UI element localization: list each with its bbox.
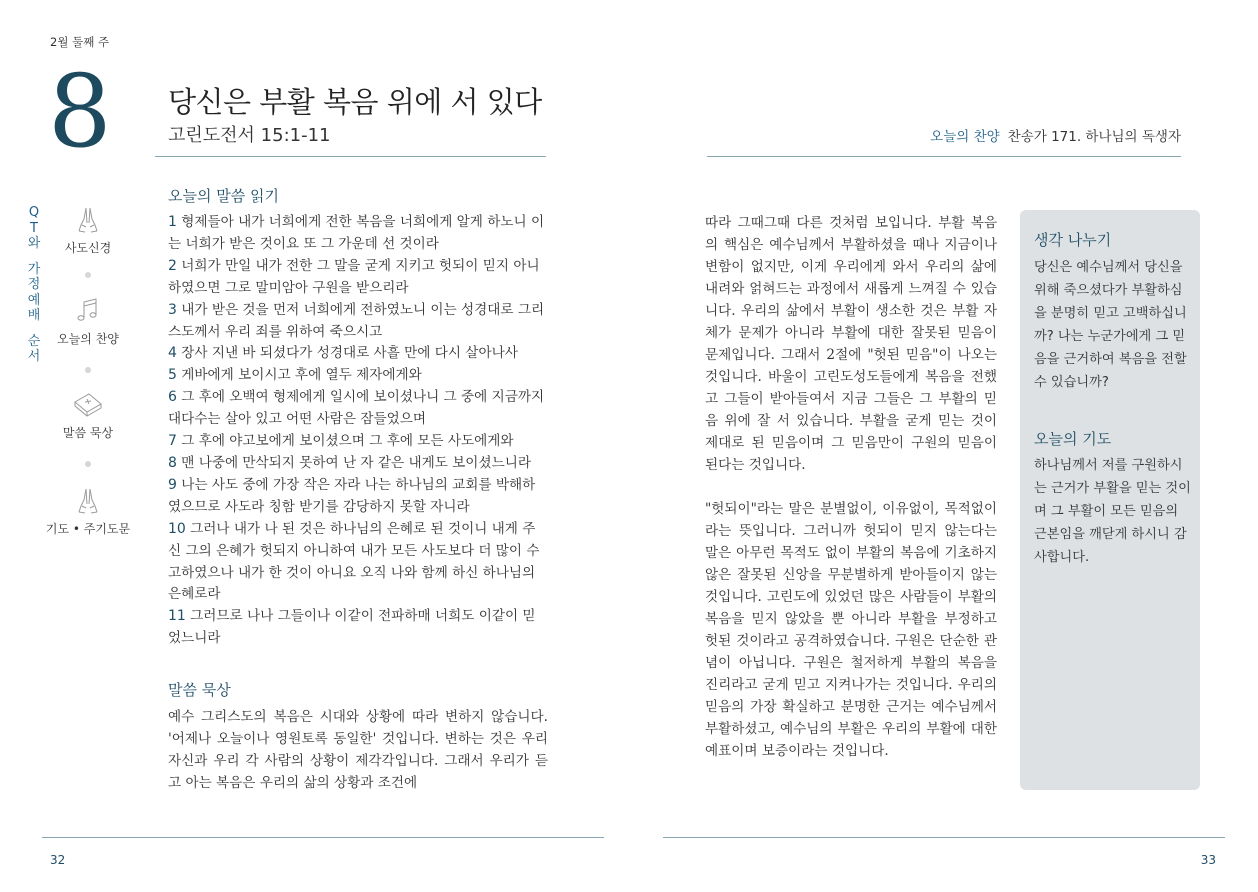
verse-number: 5 <box>168 367 177 384</box>
page-number-left: 32 <box>50 853 66 867</box>
hymn-value: 찬송가 171. 하나님의 독생자 <box>1007 129 1181 145</box>
verse <box>168 387 548 431</box>
verse-number: 11 <box>168 608 186 625</box>
step-divider-dot <box>85 367 91 373</box>
verse-list <box>168 212 548 650</box>
vtitle-char: 와 <box>27 236 41 251</box>
meditation-paragraph: 따라 그때그때 다른 것처럼 보입니다. 부활 복음의 핵심은 예수님께서 부활하셨을 때나 지금이나 변함이 없지만, 이게 우리에게 와서 우리의 삶에 내려와 얽혀드는 과정에서 새롭게 느껴질 수 있습니다. 우리의 삶에서 부활이 생소한 것은 부활 자체가 문제가 아니라 부활에 대한 잘못된 믿음이 문제입니다. 그래서 2절에 "헛된 믿음"이 나오는 것입니다. 바울이 고린도성도들에게 복음을 전했고 그들이 받아들여서 지금 그들은 그 부활의 믿음 위에 잘 서 있습니다. 부활을 굳게 믿는 것이 제대로 된 믿음이며 그 믿음만이 구원의 믿음이 된다는 것입니다. <box>705 215 997 473</box>
vtitle-gap <box>26 252 42 262</box>
verse-text: 그 후에 야고보에게 보이셨으며 그 후에 모든 사도에게와 <box>176 433 514 450</box>
verse <box>168 431 548 453</box>
header-rule-right <box>707 156 1181 157</box>
verse <box>168 519 548 607</box>
verse-number: 6 <box>168 389 177 406</box>
verse-text: 내가 받은 것을 먼저 너희에게 전하였노니 이는 성경대로 그리스도께서 우리 죄를 위하여 죽으시고 <box>168 301 545 340</box>
verse-text: 장사 지낸 바 되셨다가 성경대로 사흘 만에 다시 살아나사 <box>176 345 518 362</box>
page-number-right: 33 <box>1200 853 1216 867</box>
verse-text: 맨 나중에 만삭되지 못하여 난 자 같은 내게도 보이셨느니라 <box>176 454 531 471</box>
vtitle-char: T <box>30 220 38 236</box>
reading-heading: 오늘의 말씀 읽기 <box>168 187 279 205</box>
prayer-text: 하나님께서 저를 구원하시는 근거가 부활을 믿는 것이며 그 부활이 모든 믿음의 근본임을 깨닫게 하시니 감사합니다. <box>1034 458 1191 565</box>
meditation-text-left: 예수 그리스도의 복음은 시대와 상황에 따라 변하지 않습니다. '어제나 오늘이나 영원토록 동일한' 것입니다. 변하는 것은 우리 자신과 우리 각 사람의 상황이 제각각입니다. 그래서 우리가 듣고 아는 복음은 우리의 삶의 상황과 조건에 <box>168 709 548 791</box>
header-rule-left <box>155 156 546 157</box>
bible-icon <box>72 390 104 420</box>
verse <box>168 256 548 300</box>
step-divider-dot <box>85 461 91 467</box>
verse <box>168 343 548 365</box>
vtitle-char: 배 <box>27 308 41 323</box>
page-title: 당신은 부활 복음 위에 서 있다 <box>168 85 542 119</box>
step-divider-dot <box>85 272 91 278</box>
step-label: 오늘의 찬양 <box>57 332 119 346</box>
vtitle-gap <box>26 324 42 334</box>
step-apostles-creed <box>43 205 133 256</box>
footer-rule-right <box>663 837 1225 838</box>
verse-number: 4 <box>168 345 177 362</box>
praying-hands-icon <box>73 486 103 516</box>
verse <box>168 475 548 519</box>
step-word-meditation <box>43 390 133 441</box>
step-today-hymn <box>43 296 133 347</box>
verse <box>168 212 548 256</box>
prayer-heading: 오늘의 기도 <box>1034 430 1112 448</box>
music-note-icon <box>73 296 103 326</box>
verse-text: 그러나 내가 나 된 것은 하나님의 은혜로 된 것이니 내게 주신 그의 은혜가 헛되지 아니하여 내가 모든 사도보다 더 많이 수고하였으나 내가 한 것이 아니요 오직 나와 함께 하신 하나님의 은혜로라 <box>168 520 540 603</box>
verse-text: 그 후에 오백여 형제에게 일시에 보이셨나니 그 중에 지금까지 대다수는 살아 있고 어떤 사람은 잠들었으며 <box>168 389 545 428</box>
step-prayer <box>43 486 133 537</box>
verse-number: 2 <box>168 257 177 274</box>
meditation-text-right <box>705 212 997 762</box>
share-heading: 생각 나누기 <box>1034 231 1112 249</box>
vtitle-char: Q <box>28 205 40 220</box>
hymn-info <box>930 125 1181 145</box>
step-label: 기도 • 주기도문 <box>45 522 131 536</box>
footer-rule-left <box>42 837 604 838</box>
verse <box>168 606 548 650</box>
share-text: 당신은 예수님께서 당신을 위해 죽으셨다가 부활하심을 분명히 믿고 고백하십니까? 나는 누군가에게 그 믿음을 근거하여 복음을 전할 수 있습니까? <box>1034 260 1187 390</box>
verse-number: 10 <box>168 520 186 537</box>
hymn-label: 오늘의 찬양 <box>930 129 1000 145</box>
step-label: 말씀 묵상 <box>62 426 114 440</box>
verse <box>168 365 548 387</box>
praying-hands-icon <box>73 205 103 235</box>
day-number: 8 <box>48 53 112 170</box>
verse-text: 나는 사도 중에 가장 작은 자라 나는 하나님의 교회를 박해하였으므로 사도라 칭함 받기를 감당하지 못할 자니라 <box>168 476 536 515</box>
verse-text: 게바에게 보이시고 후에 열두 제자에게와 <box>176 367 422 384</box>
vtitle-char: 정 <box>27 277 41 292</box>
step-label: 사도신경 <box>64 241 112 255</box>
vtitle-char: 서 <box>27 349 41 364</box>
verse-text: 너희가 만일 내가 전한 그 말을 굳게 지키고 헛되이 믿지 아니하였으면 그로 말미암아 구원을 받으리라 <box>168 257 540 296</box>
vtitle-char: 순 <box>27 333 41 349</box>
verse <box>168 300 548 344</box>
verse-text: 그러므로 나나 그들이나 이같이 전파하매 너희도 이같이 믿었느니라 <box>168 608 536 647</box>
vertical-section-title <box>26 205 42 365</box>
scripture-reference: 고린도전서 15:1-11 <box>168 125 331 146</box>
verse-number: 7 <box>168 433 177 450</box>
verse-number: 1 <box>168 214 177 230</box>
verse <box>168 453 548 475</box>
discussion-sidebox <box>1020 210 1200 790</box>
verse-number: 8 <box>168 454 177 471</box>
meditation-heading: 말씀 묵상 <box>168 681 231 699</box>
verse-number: 3 <box>168 301 177 318</box>
vtitle-char: 가 <box>27 261 41 277</box>
verse-text: 형제들아 내가 너희에게 전한 복음을 너희에게 알게 하노니 이는 너희가 받은 것이요 또 그 가운데 선 것이라 <box>168 214 545 252</box>
week-label: 2월 둘째 주 <box>50 35 110 49</box>
verse-number: 9 <box>168 476 177 493</box>
vtitle-char: 예 <box>27 292 41 308</box>
meditation-paragraph: "헛되이"라는 말은 분별없이, 이유없이, 목적없이 라는 뜻입니다. 그러니까 헛되이 믿지 않는다는 말은 아무런 목적도 없이 부활의 복음에 기초하지 않은 잘못된 신앙을 무분별하게 받아들이지 않는 것입니다. 고린도에 있었던 많은 사람들이 부활의 복음을 믿지 않았을 뿐 아니라 부활을 부정하고 헛된 것이라고 공격하였습니다. 구원은 단순한 관념이 아닙니다. 구원은 철저하게 부활의 복음을 진리라고 굳게 믿고 지켜나가는 것입니다. 우리의 믿음의 가장 확실하고 분명한 근거는 예수님께서 부활하셨고, 예수님의 부활은 우리의 부활에 대한 예표이며 보증이라는 것입니다. <box>705 501 997 759</box>
